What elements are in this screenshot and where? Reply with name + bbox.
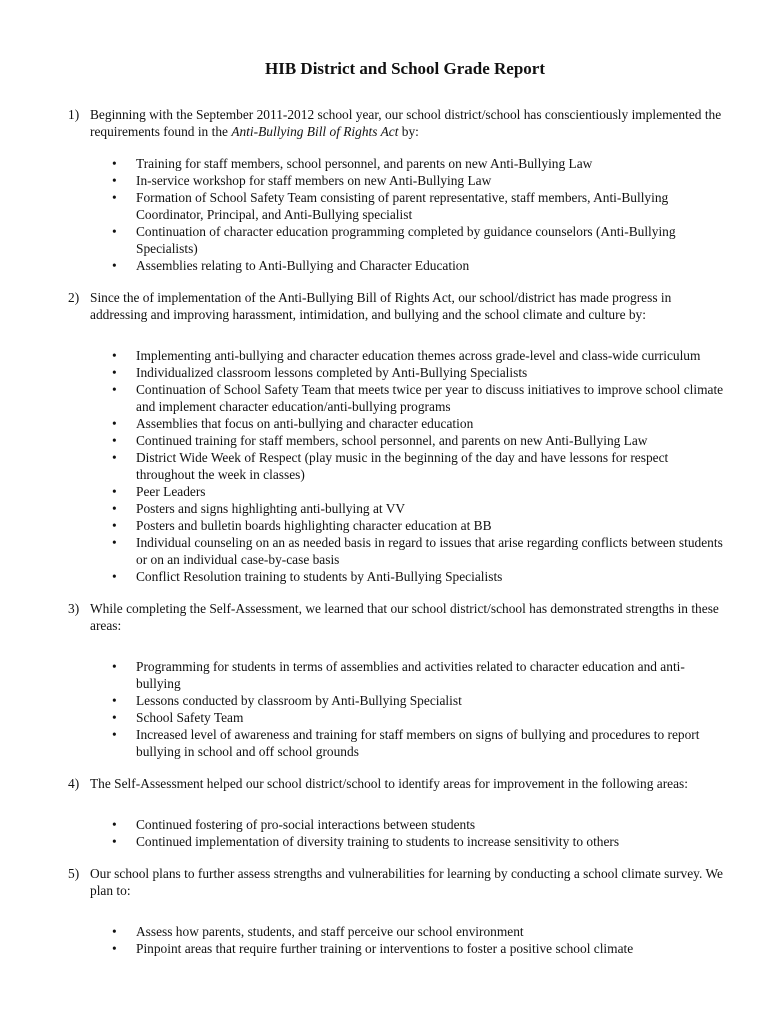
- act-name: Anti-Bullying Bill of Rights Act: [231, 124, 399, 139]
- intro-text: Our school plans to further assess strengths and vulnerabilities for learning by conducting a school climate survey. We plan to:: [90, 866, 723, 898]
- list-item-text: Continued fostering of pro-social interactions between students: [136, 817, 476, 832]
- bullet-glyph: •: [112, 450, 117, 465]
- list-item-text: Individual counseling on an as needed basis in regard to issues that arise regarding conflicts between students or on an individual case-by-case basis: [136, 535, 723, 567]
- section-intro: [68, 289, 728, 323]
- section-1: [68, 106, 728, 274]
- bullet-glyph: •: [112, 190, 117, 205]
- list-item-text: Posters and signs highlighting anti-bullying at VV: [136, 501, 406, 516]
- section-2: [68, 289, 728, 585]
- section-number: 4): [68, 776, 80, 791]
- list-item-text: Continued implementation of diversity training to students to increase sensitivity to others: [136, 834, 620, 849]
- list-item-text: Implementing anti-bullying and character education themes across grade-level and class-wide curriculum: [136, 348, 701, 363]
- list-item-text: School Safety Team: [136, 710, 244, 725]
- intro-text-end: by:: [398, 124, 419, 139]
- bullet-glyph: •: [112, 518, 117, 533]
- section-number: 3): [68, 601, 80, 616]
- list-item: [68, 658, 728, 692]
- bullet-glyph: •: [112, 924, 117, 939]
- list-item: [68, 568, 728, 585]
- list-item-text: Lessons conducted by classroom by Anti-Bullying Specialist: [136, 693, 462, 708]
- list-item: [68, 223, 728, 257]
- bullet-glyph: •: [112, 710, 117, 725]
- intro-text: Beginning with the September 2011-2012 school year, our school district/school has conscientiously implemented the requirements found in the: [90, 107, 722, 139]
- intro-text: The Self-Assessment helped our school district/school to identify areas for improvement in the following areas:: [90, 776, 688, 791]
- bullet-list: [68, 816, 728, 850]
- bullet-glyph: •: [112, 173, 117, 188]
- list-item: [68, 726, 728, 760]
- section-intro: [68, 865, 728, 899]
- bullet-glyph: •: [112, 224, 117, 239]
- list-item: [68, 347, 728, 364]
- list-item-text: Assess how parents, students, and staff perceive our school environment: [136, 924, 524, 939]
- list-item: [68, 833, 728, 850]
- list-item: [68, 364, 728, 381]
- list-item-text: Posters and bulletin boards highlighting character education at BB: [136, 518, 492, 533]
- bullet-list: [68, 347, 728, 585]
- bullet-glyph: •: [112, 727, 117, 742]
- list-item-text: Assemblies relating to Anti-Bullying and Character Education: [136, 258, 470, 273]
- list-item-text: Individualized classroom lessons completed by Anti-Bullying Specialists: [136, 365, 528, 380]
- bullet-glyph: •: [112, 416, 117, 431]
- list-item-text: Training for staff members, school personnel, and parents on new Anti-Bullying Law: [136, 156, 593, 171]
- section-4: [68, 775, 728, 850]
- list-item: [68, 381, 728, 415]
- list-item-text: Assemblies that focus on anti-bullying and character education: [136, 416, 474, 431]
- list-item: [68, 500, 728, 517]
- section-number: 2): [68, 290, 80, 305]
- list-item: [68, 816, 728, 833]
- bullet-glyph: •: [112, 348, 117, 363]
- bullet-list: [68, 923, 728, 957]
- list-item: [68, 415, 728, 432]
- list-item-text: In-service workshop for staff members on new Anti-Bullying Law: [136, 173, 492, 188]
- section-number: 1): [68, 107, 80, 122]
- list-item: [68, 432, 728, 449]
- bullet-glyph: •: [112, 501, 117, 516]
- bullet-glyph: •: [112, 834, 117, 849]
- bullet-glyph: •: [112, 433, 117, 448]
- bullet-glyph: •: [112, 693, 117, 708]
- bullet-list: [68, 155, 728, 274]
- bullet-glyph: •: [112, 569, 117, 584]
- list-item: [68, 172, 728, 189]
- bullet-glyph: •: [112, 382, 117, 397]
- list-item: [68, 483, 728, 500]
- bullet-glyph: •: [112, 365, 117, 380]
- list-item: [68, 534, 728, 568]
- list-item: [68, 940, 728, 957]
- page-title: HIB District and School Grade Report: [264, 59, 546, 78]
- list-item-text: Formation of School Safety Team consisting of parent representative, staff members, Anti-Bullying Coordinator, Principal, and Anti-Bullying specialist: [136, 190, 669, 222]
- list-item-text: Pinpoint areas that require further training or interventions to foster a positive school climate: [136, 941, 634, 956]
- list-item-text: Continuation of School Safety Team that meets twice per year to discuss initiatives to improve school climate and implement character education/anti-bullying programs: [136, 382, 724, 414]
- list-item: [68, 155, 728, 172]
- bullet-glyph: •: [112, 535, 117, 550]
- list-item-text: Increased level of awareness and training for staff members on signs of bullying and procedures to report bullying in school and off school grounds: [136, 727, 700, 759]
- bullet-glyph: •: [112, 156, 117, 171]
- intro-text: Since the of implementation of the Anti-Bullying Bill of Rights Act, our school/district has made progress in addressing and improving harassment, intimidation, and bullying and the school climate and culture by:: [90, 290, 672, 322]
- list-item: [68, 257, 728, 274]
- section-3: [68, 600, 728, 760]
- section-intro: [68, 106, 728, 140]
- list-item-text: Programming for students in terms of assemblies and activities related to character education and anti-bullying: [136, 659, 685, 691]
- list-item: [68, 517, 728, 534]
- bullet-glyph: •: [112, 941, 117, 956]
- section-intro: [68, 775, 728, 792]
- list-item-text: Continued training for staff members, school personnel, and parents on new Anti-Bullying Law: [136, 433, 648, 448]
- list-item: [68, 449, 728, 483]
- list-item: [68, 923, 728, 940]
- list-item: [68, 189, 728, 223]
- section-5: [68, 865, 728, 957]
- list-item-text: District Wide Week of Respect (play music in the beginning of the day and have lessons for respect throughout the week in classes): [136, 450, 669, 482]
- intro-text: While completing the Self-Assessment, we learned that our school district/school has demonstrated strengths in these areas:: [90, 601, 719, 633]
- bullet-glyph: •: [112, 258, 117, 273]
- section-number: 5): [68, 866, 80, 881]
- bullet-list: [68, 658, 728, 760]
- bullet-glyph: •: [112, 484, 117, 499]
- list-item-text: Continuation of character education programming completed by guidance counselors (Anti-Bullying Specialists): [136, 224, 676, 256]
- list-item-text: Peer Leaders: [136, 484, 206, 499]
- bullet-glyph: •: [112, 659, 117, 674]
- bullet-glyph: •: [112, 817, 117, 832]
- list-item: [68, 709, 728, 726]
- list-item: [68, 692, 728, 709]
- section-intro: [68, 600, 728, 634]
- list-item-text: Conflict Resolution training to students by Anti-Bullying Specialists: [136, 569, 503, 584]
